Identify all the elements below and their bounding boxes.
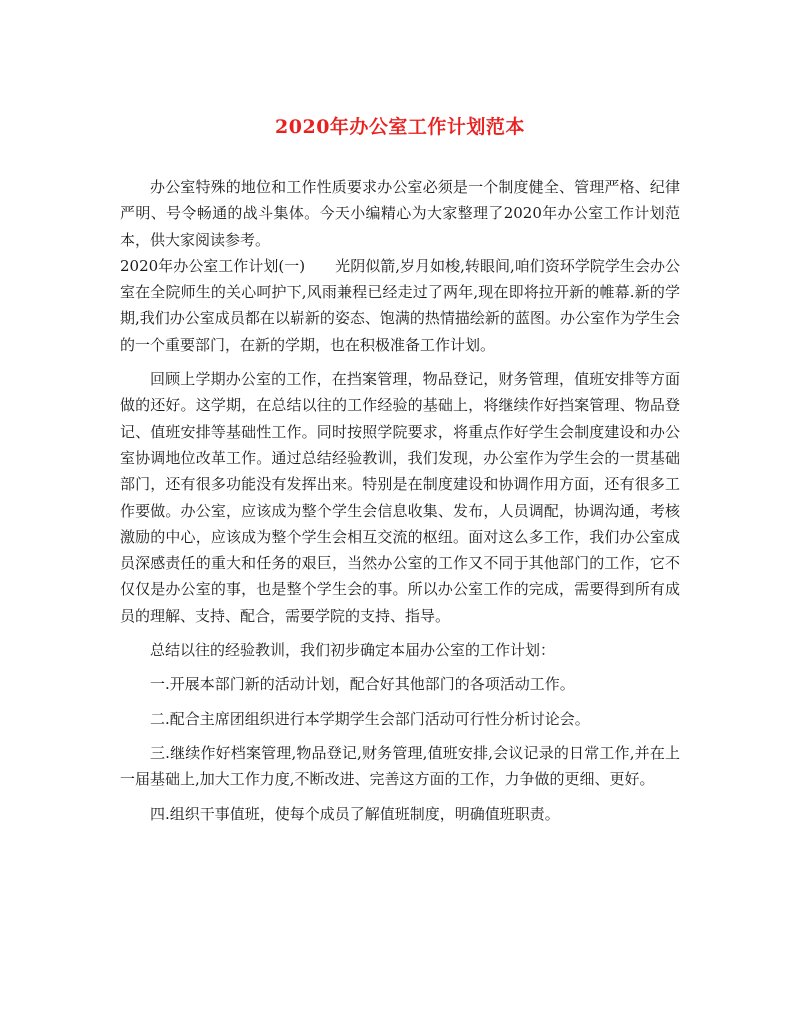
list-item-two: 二.配合主席团组织进行本学期学生会部门活动可行性分析讨论会。 [150, 709, 590, 728]
document-body [120, 174, 680, 827]
list-item-three: 三.继续作好档案管理,物品登记,财务管理,值班安排,会议记录的日常工作,并在上一届基础上,加大工作力度,不断改进、完善这方面的工作，力争做的更细、更好。 [120, 743, 680, 789]
list-item-four: 四.组织干事值班，使每个成员了解值班制度，明确值班职责。 [150, 804, 560, 823]
document-title: 2020年办公室工作计划范本 [275, 116, 525, 138]
review-paragraph: 回顾上学期办公室的工作，在挡案管理，物品登记，财务管理，值班安排等方面做的还好。这学期，在总结以往的工作经验的基础上，将继续作好挡案管理、物品登记、值班安排等基础性工作。同时按照学院要求，将重点作好学生会制度建设和办公室协调地位改革工作。通过总结经验教训，我们发现，办公室作为学生会的一贯基础部门，还有很多功能没有发挥出来。特别是在制度建设和协调作用方面，还有很多工作要做。办公室，应该成为整个学生会信息收集、发布，人员调配，协调沟通，考核激励的中心，应该成为整个学生会相互交流的枢纽。面对这么多工作，我们办公室成员深感责任的重大和任务的艰巨，当然办公室的工作又不同于其他部门的工作，它不仅仅是办公室的事，也是整个学生会的事。所以办公室工作的完成，需要得到所有成员的理解、支持、配合，需要学院的支持、指导。 [120, 370, 680, 625]
intro-paragraph: 办公室特殊的地位和工作性质要求办公室必须是一个制度健全、管理严格、纪律严明、号令畅通的战斗集体。今天小编精心为大家整理了2020年办公室工作计划范本，供大家阅读参考。 [120, 178, 680, 249]
plan-one-paragraph: 2020年办公室工作计划(一) 光阴似箭,岁月如梭,转眼间,咱们资环学院学生会办公室在全院师生的关心呵护下,风雨兼程已经走过了两年,现在即将拉开新的帷幕.新的学期,我们办公室成员都在以崭新的姿态、饱满的热情描绘新的蓝图。办公室作为学生会的一个重要部门，在新的学期，也在积极准备工作计划。 [120, 256, 680, 354]
summary-paragraph: 总结以往的经验教训，我们初步确定本届办公室的工作计划： [150, 641, 556, 660]
list-item-one: 一.开展本部门新的活动计划，配合好其他部门的各项活动工作。 [150, 675, 575, 694]
